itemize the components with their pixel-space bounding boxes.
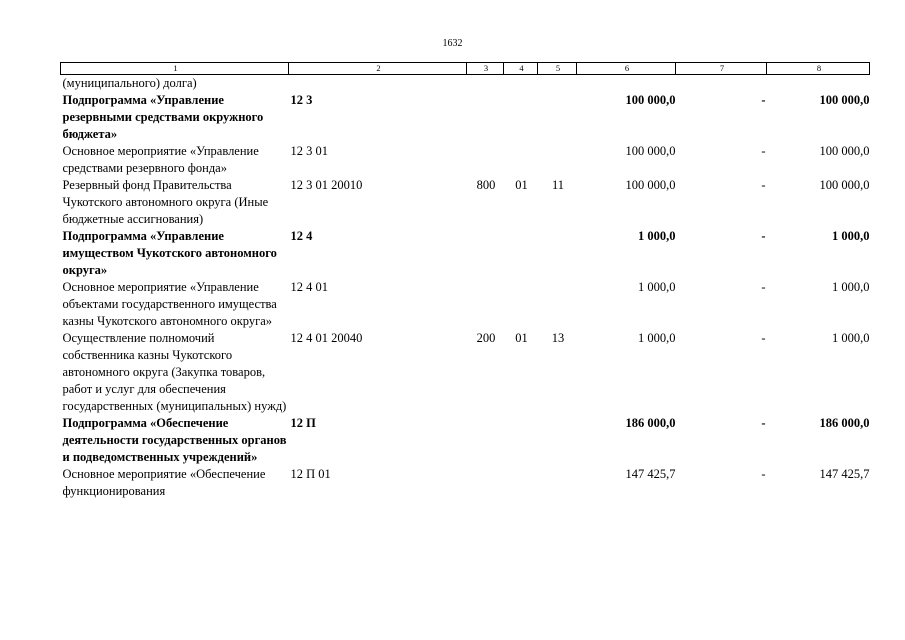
table-row bbox=[61, 177, 870, 228]
row-col7: - bbox=[761, 229, 766, 243]
row-col6 bbox=[577, 75, 676, 93]
row-col4: 01 bbox=[515, 178, 528, 192]
table-row bbox=[61, 466, 870, 500]
row-col4: 01 bbox=[515, 331, 528, 345]
row-code: 12 4 01 bbox=[290, 280, 328, 294]
row-code: 12 3 01 bbox=[290, 144, 328, 158]
page-number: 1632 bbox=[442, 38, 463, 49]
table-row bbox=[61, 279, 870, 330]
row-code: 12 П bbox=[290, 416, 316, 430]
row-col8: 100 000,0 bbox=[819, 144, 870, 158]
row-col5 bbox=[538, 92, 577, 143]
row-col3 bbox=[467, 415, 504, 466]
row-col6: 1 000,0 bbox=[638, 229, 676, 243]
row-col7 bbox=[676, 75, 767, 93]
row-col4 bbox=[504, 92, 538, 143]
row-col3 bbox=[467, 92, 504, 143]
row-col6: 147 425,7 bbox=[625, 467, 676, 481]
row-col7: - bbox=[761, 280, 766, 294]
row-col5 bbox=[538, 279, 577, 330]
table-body bbox=[61, 75, 870, 501]
row-col5 bbox=[538, 466, 577, 500]
row-col4 bbox=[504, 279, 538, 330]
row-col5: 13 bbox=[551, 331, 565, 345]
column-header: 5 bbox=[538, 63, 577, 75]
table-row bbox=[61, 92, 870, 143]
column-header: 4 bbox=[504, 63, 538, 75]
row-col4 bbox=[504, 466, 538, 500]
column-header: 8 bbox=[767, 63, 870, 75]
row-name: Резервный фонд Правительства Чукотского автономного округа (Иные бюджетные ассигнования) bbox=[62, 178, 269, 226]
row-col7: - bbox=[761, 144, 766, 158]
row-name: (муниципального) долга) bbox=[62, 76, 197, 90]
table-row bbox=[61, 228, 870, 279]
row-col5 bbox=[538, 415, 577, 466]
budget-table bbox=[60, 62, 870, 500]
row-col3 bbox=[467, 75, 504, 93]
row-col6: 1 000,0 bbox=[638, 280, 676, 294]
row-col5: 11 bbox=[551, 178, 565, 192]
header-row bbox=[61, 63, 870, 75]
row-col3 bbox=[467, 279, 504, 330]
row-col4 bbox=[504, 228, 538, 279]
row-name: Основное мероприятие «Управление средствами резервного фонда» bbox=[62, 144, 259, 175]
row-name: Основное мероприятие «Обеспечение функционирования bbox=[62, 467, 266, 498]
row-col8: 186 000,0 bbox=[819, 416, 870, 430]
table-row bbox=[61, 143, 870, 177]
row-col7: - bbox=[761, 331, 766, 345]
row-col4 bbox=[504, 75, 538, 93]
row-col8: 1 000,0 bbox=[832, 229, 870, 243]
row-col3: 800 bbox=[476, 178, 496, 192]
row-col5 bbox=[538, 228, 577, 279]
row-col4 bbox=[504, 415, 538, 466]
row-code: 12 П 01 bbox=[290, 467, 331, 481]
row-col8: 147 425,7 bbox=[819, 467, 870, 481]
row-col6: 100 000,0 bbox=[625, 178, 676, 192]
table-row bbox=[61, 75, 870, 93]
row-code: 12 4 01 20040 bbox=[290, 331, 363, 345]
column-header: 6 bbox=[577, 63, 676, 75]
row-col6: 100 000,0 bbox=[625, 93, 676, 107]
table-row bbox=[61, 330, 870, 415]
row-code: 12 3 bbox=[290, 93, 313, 107]
column-header: 3 bbox=[467, 63, 504, 75]
row-col5 bbox=[538, 75, 577, 93]
row-col8: 100 000,0 bbox=[819, 93, 870, 107]
row-code: 12 4 bbox=[290, 229, 313, 243]
row-col6: 186 000,0 bbox=[625, 416, 676, 430]
row-name: Подпрограмма «Управление резервными средствами окружного бюджета» bbox=[62, 93, 264, 141]
row-col8 bbox=[767, 75, 870, 93]
row-col8: 1 000,0 bbox=[832, 280, 870, 294]
column-header: 1 bbox=[61, 63, 289, 75]
row-col7: - bbox=[761, 178, 766, 192]
table-row bbox=[61, 415, 870, 466]
row-name: Основное мероприятие «Управление объектами государственного имущества казны Чукотского автономного округа» bbox=[62, 280, 277, 328]
row-col7: - bbox=[761, 467, 766, 481]
row-code: 12 3 01 20010 bbox=[290, 178, 363, 192]
row-code bbox=[289, 75, 467, 93]
column-header: 2 bbox=[289, 63, 467, 75]
row-col5 bbox=[538, 143, 577, 177]
row-col8: 100 000,0 bbox=[819, 178, 870, 192]
row-col7: - bbox=[761, 93, 766, 107]
row-col3 bbox=[467, 228, 504, 279]
row-col3 bbox=[467, 143, 504, 177]
row-col6: 1 000,0 bbox=[638, 331, 676, 345]
row-col7: - bbox=[761, 416, 766, 430]
row-col3: 200 bbox=[476, 331, 496, 345]
row-col8: 1 000,0 bbox=[832, 331, 870, 345]
row-col6: 100 000,0 bbox=[625, 144, 676, 158]
row-name: Подпрограмма «Управление имуществом Чукотского автономного округа» bbox=[62, 229, 277, 277]
row-name: Подпрограмма «Обеспечение деятельности государственных органов и подведомственных учреждений» bbox=[62, 416, 287, 464]
row-col4 bbox=[504, 143, 538, 177]
column-header: 7 bbox=[676, 63, 767, 75]
row-name: Осуществление полномочий собственника казны Чукотского автономного округа (Закупка товаров, работ и услуг для обеспечения государственных (муниципальных) нужд) bbox=[62, 331, 287, 413]
row-col3 bbox=[467, 466, 504, 500]
